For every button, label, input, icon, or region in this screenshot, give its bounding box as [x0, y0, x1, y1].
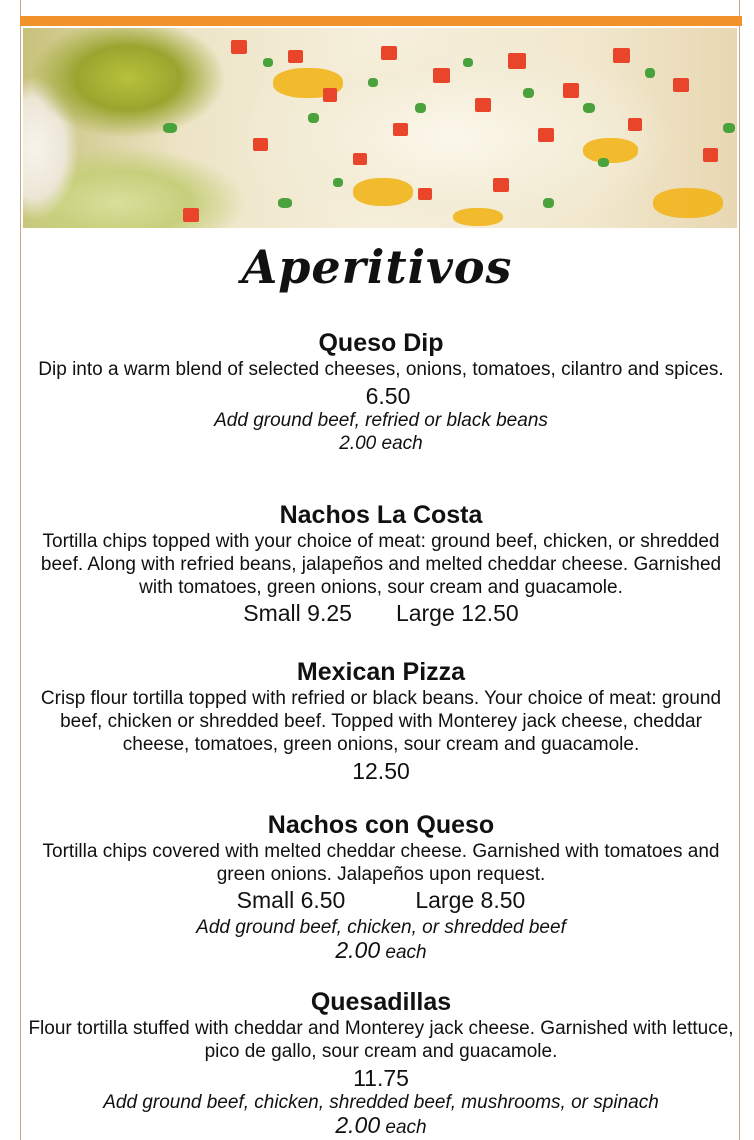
item-description: Flour tortilla stuffed with cheddar and Monterey jack cheese. Garnished with lettuce, pico de gallo, sour cream and guacamole. — [28, 1018, 734, 1062]
food-photo — [23, 28, 737, 228]
item-addon: Add ground beef, refried or black beans — [214, 410, 548, 431]
item-title: Mexican Pizza — [296, 658, 466, 686]
item-description: Dip into a warm blend of selected cheeses, onions, tomatoes, cilantro and spices. — [38, 359, 724, 380]
menu-item-quesadillas — [20, 987, 742, 1139]
item-description: Tortilla chips covered with melted cheddar cheese. Garnished with tomatoes and green onions. Jalapeños upon request. — [42, 841, 720, 885]
item-price-sizes — [20, 887, 742, 913]
item-price: 11.75 — [353, 1065, 409, 1091]
item-description: Crisp flour tortilla topped with refried or black beans. Your choice of meat: ground beef, chicken or shredded beef. Topped with Monterey jack cheese, cheddar cheese, tomatoes, green onions, sour cream and guacamole. — [40, 688, 722, 755]
menu-item-nachos-la-costa — [20, 500, 742, 626]
menu-item-mexican-pizza — [20, 657, 742, 784]
item-addon: Add ground beef, chicken, shredded beef, mushrooms, or spinach — [103, 1092, 659, 1113]
menu-item-queso-dip — [20, 328, 742, 455]
item-title: Nachos con Queso — [267, 811, 495, 839]
price-small: Small 6.50 — [236, 887, 346, 913]
menu-item-nachos-con-queso — [20, 810, 742, 964]
item-price-sizes — [20, 600, 742, 626]
item-addon-price: 2.00 each — [339, 433, 423, 454]
item-addon-price: 2.00 each — [335, 1112, 427, 1138]
accent-bar — [20, 16, 742, 26]
item-price: 12.50 — [352, 758, 410, 784]
price-large: Large 12.50 — [395, 600, 519, 626]
item-title: Queso Dip — [318, 329, 444, 357]
item-addon: Add ground beef, chicken, or shredded beef — [196, 917, 566, 938]
section-heading: Aperitivos — [241, 240, 513, 294]
price-large: Large 8.50 — [415, 887, 526, 913]
item-title: Nachos La Costa — [279, 501, 483, 529]
item-addon-price: 2.00 each — [335, 937, 427, 963]
item-title: Quesadillas — [310, 988, 452, 1016]
price-small: Small 9.25 — [243, 600, 352, 626]
item-description: Tortilla chips topped with your choice of meat: ground beef, chicken, or shredded beef. Along with refried beans, jalapeños and melted cheddar cheese. Garnished with tomatoes, green onions, sour cream and guacamole. — [40, 531, 722, 598]
item-price: 6.50 — [365, 383, 411, 409]
